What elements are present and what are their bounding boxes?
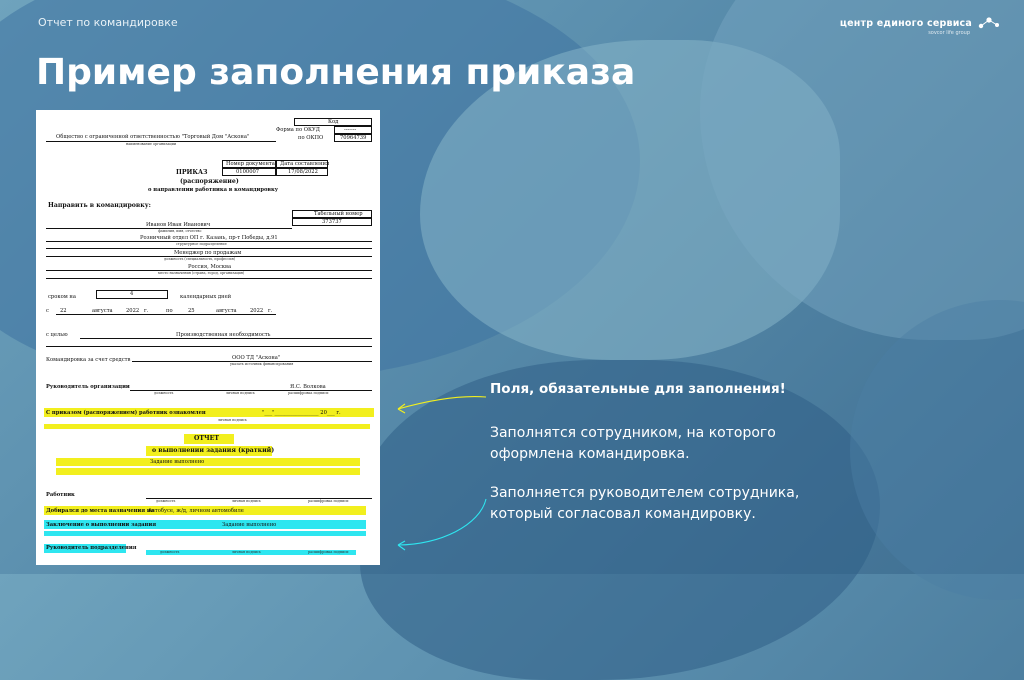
worker-label: Работник: [46, 492, 75, 498]
doc-number: 0100007: [236, 169, 260, 175]
tab-number-label: Табельный номер: [314, 211, 363, 217]
okud-value: -------: [344, 127, 357, 133]
arrow-icon: [390, 395, 490, 555]
logo-text: центр единого сервиса: [839, 17, 972, 29]
caption: структурное подразделение: [176, 242, 227, 246]
page-title: Пример заполнения приказа: [36, 52, 636, 93]
employee-dept: Розничный отдел ОП г. Казань, пр-т Победы, д.91: [140, 235, 278, 241]
purpose-label: с целью: [46, 332, 68, 338]
to-day: 25: [188, 308, 195, 314]
period-label: сроком на: [48, 294, 76, 300]
destination: Россия, Москва: [188, 264, 232, 270]
order-title: ПРИКАЗ: [176, 169, 208, 176]
section-title: Отчет по командировке: [38, 16, 178, 29]
employee-position: Менеджер по продажам: [174, 250, 242, 256]
ack-date: "___"_________________ 20___ г.: [262, 410, 341, 416]
notes-heading: Поля, обязательные для заполнения!: [490, 381, 786, 397]
conclusion-done: Задание выполнено: [222, 522, 277, 528]
logo-subtitle: sovcor life group: [928, 30, 970, 36]
from-day: 22: [60, 308, 67, 314]
to-month: августа: [216, 308, 237, 314]
employee-name: Иванов Иван Иванович: [146, 222, 211, 228]
transport: Автобусе, ж/д, личном автомобиле: [148, 508, 244, 514]
purpose: Производственная необходимость: [176, 332, 271, 338]
note-employee: Заполнятся сотрудником, на которого оформлена командировка.: [490, 425, 776, 462]
network-icon: [978, 16, 1000, 30]
ack-label: С приказом (распоряжением) работник ознакомлен: [46, 410, 206, 416]
head-label: Руководитель организации: [46, 384, 130, 390]
caption: должность (специальность, профессия): [164, 257, 236, 261]
doc-date: 17/08/2022: [288, 169, 318, 175]
funding: ООО ТД "Аскона": [232, 355, 281, 361]
doc-date-label: Дата составления: [280, 161, 330, 167]
brand-logo: [840, 16, 1000, 36]
arrived-label: Добирался до места назначения на: [46, 508, 155, 514]
report-title: ОТЧЕТ: [194, 435, 219, 442]
task-done: Задание выполнено: [150, 459, 205, 465]
okpo-label: по ОКПО: [298, 135, 324, 141]
tab-number: 373737: [322, 219, 342, 225]
dept-head-label: Руководитель подразделения: [46, 545, 137, 551]
from-month: августа: [92, 308, 113, 314]
funding-label: Командировка за счет средств: [46, 357, 131, 363]
to-year: 2022: [250, 308, 264, 314]
order-desc: о направлении работника в командировку: [148, 187, 279, 193]
report-subtitle: о выполнении задания (краткий): [152, 447, 275, 454]
caption: фамилия, имя, отчество: [158, 229, 202, 233]
okud-label: Форма по ОКУД: [276, 127, 320, 133]
head-name: Я.С. Волкова: [290, 384, 326, 390]
order-subtitle: (распоряжение): [180, 178, 239, 185]
code-label: Код: [328, 119, 339, 125]
days-label: календарных дней: [180, 294, 232, 300]
days-count: 4: [130, 291, 134, 297]
org-name: Общество с ограниченной ответственностью "Торговый Дом "Аскона": [56, 134, 250, 140]
send-label: Направить в командировку:: [48, 202, 151, 209]
order-document: Код Форма по ОКУД ------- по ОКПО 70964739 Общество с ограниченной ответственностью "Торговый Дом "Аскона" наименование организации Номер документа Дата составления 0100007 17/08/2022 ПРИКАЗ (распоряжение) о направлении работника в командировку Направить в командировку: Табельный номер 373737 Иванов Иван Иванович фамилия, имя, отчество Розничный отдел ОП г. Казань, пр-т Победы, д.91 структурное подразделение Менеджер по продажам должность (специальность, профессия) Россия, Москва место назначения (страна, город, организация) сроком на 4 календарных дней с 22 августа 2022 г. по 25 августа 2022 г. с целью Производственная необходимость Командировка за счет средств ООО ТД "Аскона" указать источник финансирования Руководитель организации Я.С. Волкова должность личная подпись расшифровка подписи С приказом (распоряжением) работник ознакомлен "___"_________________ 20___ г. личная подпись ОТЧЕТ о выполнении задания (краткий) Задание выполнено Работник должность личная подпись расшифровка подписи Добирался до места назначения на Автобусе, ж/д, личном автомобиле Заключение о выполнении задания Задание выполнено Руководитель подразделения должность личная подпись расшифровка подписи: [36, 110, 380, 565]
caption: наименование организации: [126, 142, 177, 146]
okpo-value: 70964739: [340, 135, 367, 141]
caption: указать источник финансирования: [230, 362, 294, 366]
caption: место назначения (страна, город, организация): [158, 271, 245, 275]
background-shape: [850, 300, 1024, 600]
doc-number-label: Номер документа: [226, 161, 275, 167]
conclusion-label: Заключение о выполнении задания: [46, 522, 157, 528]
from-year: 2022: [126, 308, 140, 314]
note-manager: Заполняется руководителем сотрудника, который согласовал командировку.: [490, 485, 800, 522]
